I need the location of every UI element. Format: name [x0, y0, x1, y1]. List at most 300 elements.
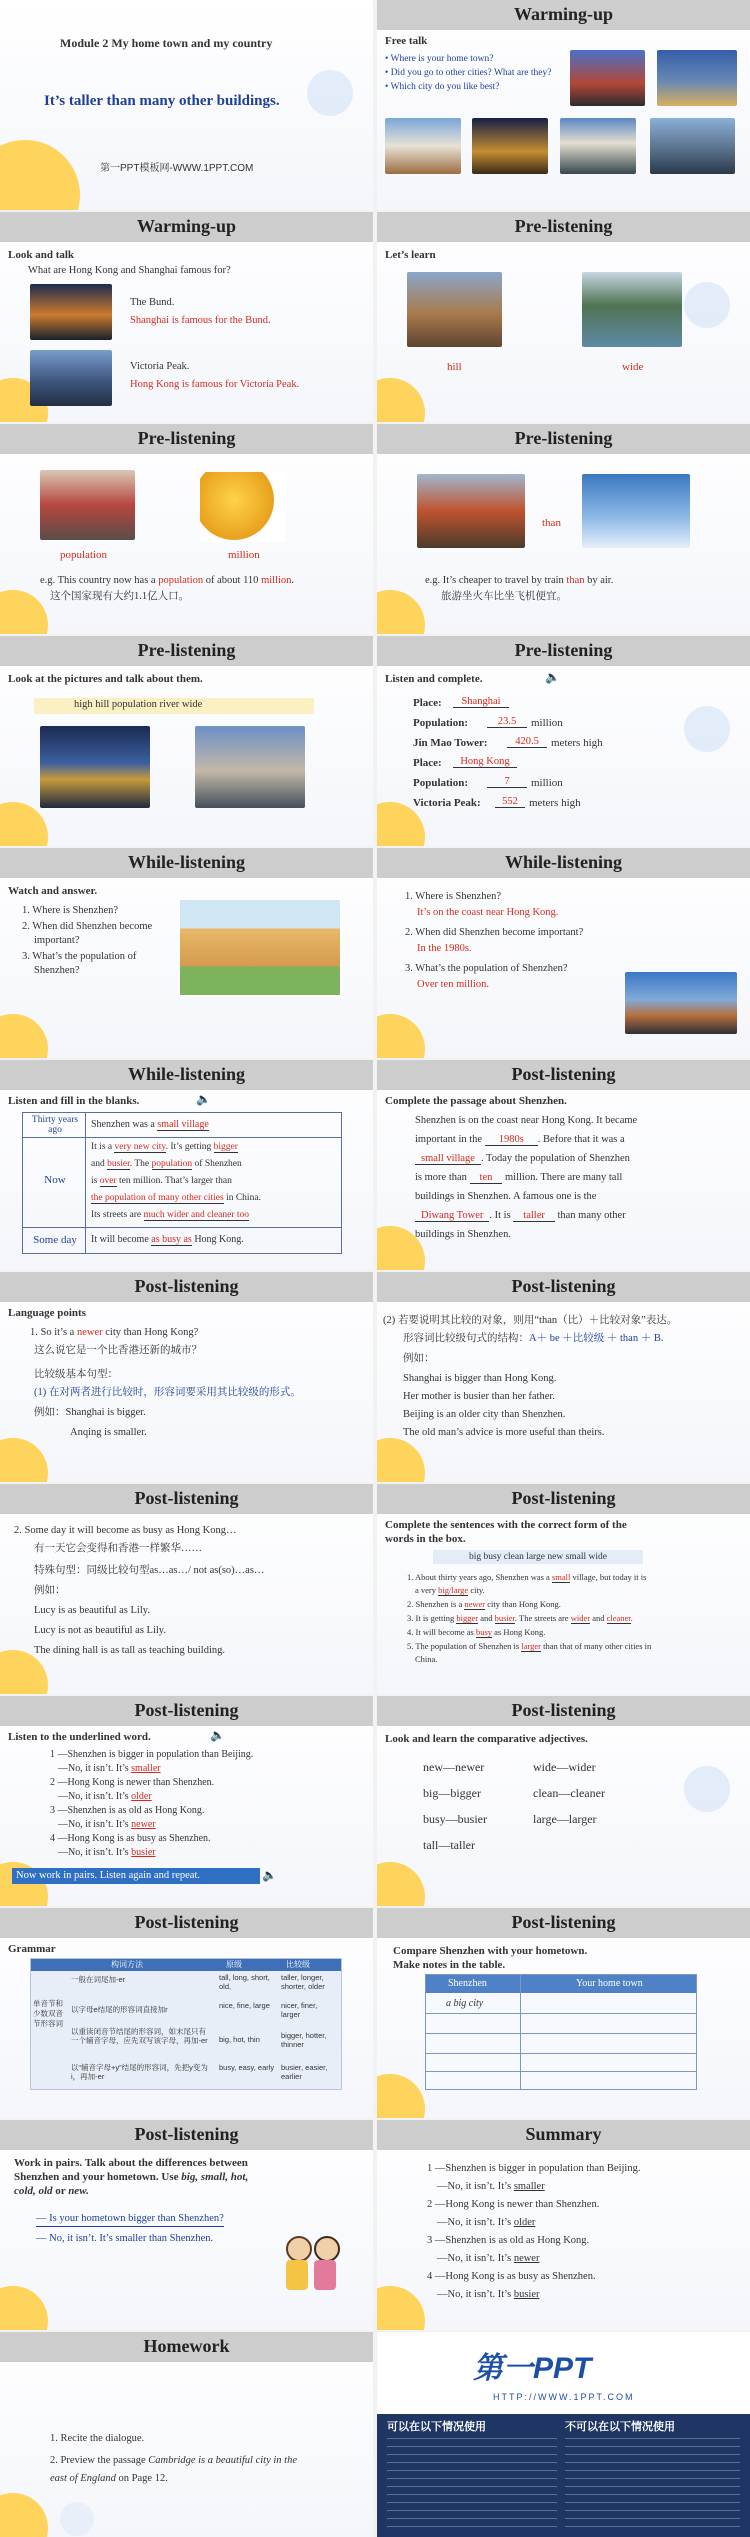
slide-5-pre-listening [0, 424, 373, 634]
answer: small village [157, 1119, 209, 1130]
question-3: 3. What’s the population of [22, 951, 137, 962]
answer: newer [131, 1819, 156, 1830]
city-photo [560, 118, 636, 174]
subtitle: Free talk [385, 35, 428, 47]
example-text: e.g. It’s cheaper to travel by train [425, 575, 567, 586]
text: village, but today it is [570, 1572, 647, 1582]
point-2-translation: 有一天它会变得和香港一样繁华…… [34, 1543, 202, 1554]
question-3: • Which city do you like best? [385, 82, 500, 92]
text: Its streets are [91, 1210, 144, 1220]
brand-url: HTTP://WWW.1PPT.COM [493, 2392, 635, 2402]
answer: population [151, 1159, 193, 1169]
cell-divider [85, 1137, 86, 1227]
slide-header: Warming-up [136, 216, 237, 236]
slide-3-warming-up [0, 212, 373, 422]
example-1: Shanghai is bigger than Hong Kong. [403, 1373, 557, 1384]
answer: bigger [456, 1613, 479, 1623]
dialogue-line: 4 —Hong Kong is as busy as Shenzhen. [427, 2271, 596, 2282]
answer-1: It’s on the coast near Hong Kong. [417, 907, 559, 918]
answer: newer [513, 2253, 540, 2264]
answer-shanghai: Shanghai is famous for the Bund. [130, 315, 271, 326]
text: or [52, 2185, 69, 2197]
decor-circle [377, 590, 425, 634]
rule-line [403, 1332, 663, 1346]
table-row-2 [23, 1137, 341, 1228]
dialogue-line [58, 1762, 161, 1776]
comparative-form: bigger, hotter, thinner [281, 2031, 327, 2049]
slide-6-pre-listening [377, 424, 750, 634]
slide-19-post-listening [0, 1908, 373, 2118]
decor-circle [377, 2286, 425, 2330]
special-pattern: 特殊句型：同级比较句型as…as…/ not as(so)…as… [34, 1565, 265, 1576]
slide-15-post-listening [0, 1484, 373, 1694]
decor-circle [0, 590, 48, 634]
row-text [91, 1118, 209, 1132]
answer-population: 23.5 [487, 716, 527, 728]
task-1: 1. Recite the dialogue. [50, 2433, 145, 2444]
row-divider [426, 2071, 696, 2072]
question-3: 3. What’s the population of Shenzhen? [405, 963, 568, 974]
answer: 1980s [485, 1134, 538, 1146]
decor-circle [377, 378, 425, 422]
example-sentence [425, 574, 613, 588]
passage-line: buildings in Shenzhen. A famous one is the [415, 1191, 597, 1202]
decor-circle [307, 70, 353, 116]
slide-20-post-listening [377, 1908, 750, 2118]
passage-line [415, 1171, 622, 1185]
base-form: big, hot, thin [219, 2035, 260, 2044]
speaker-icon[interactable]: 🔈 [210, 1728, 225, 1742]
pair-work-bar: Now work in pairs. Listen again and repeat. [12, 1868, 260, 1884]
slide-18-post-listening [377, 1696, 750, 1906]
slide-4-pre-listening [377, 212, 750, 422]
school-illustration [178, 898, 342, 997]
keyword: newer [76, 1327, 103, 1338]
slide-10-while-listening [377, 848, 750, 1058]
slide-header: Post-listening [511, 1912, 616, 1932]
instruction-cont: Make notes in the table. [393, 1959, 506, 1971]
child-head [314, 2236, 340, 2262]
word-box: big busy clean large new small wide [433, 1550, 643, 1564]
text: 1. So it’s a [30, 1327, 77, 1338]
text: —No, it isn’t. It’s [58, 1763, 132, 1774]
rule: 在对两者进行比较时，形容词要采用其比较级的形式。 [48, 1387, 301, 1398]
pattern-rule [34, 1386, 301, 1400]
question-3-cont: Shenzhen? [34, 965, 80, 976]
answer-place: Shanghai [453, 696, 509, 708]
answer: smaller [131, 1763, 161, 1774]
text: . Today the population of Shenzhen [480, 1153, 630, 1164]
answer: taller [513, 1210, 555, 1222]
question-1: • Where is your home town? [385, 54, 494, 64]
city-photo [472, 118, 548, 174]
point-1-translation: 这么说它是一个比香港还新的城市？ [34, 1345, 202, 1356]
instruction: Complete the passage about Shenzhen. [385, 1095, 567, 1107]
question-1: 1. Where is Shenzhen? [405, 891, 502, 902]
text: 2. Preview the passage [50, 2455, 149, 2466]
slide-header: Homework [143, 2336, 230, 2356]
text: —No, it isn’t. It’s [437, 2217, 514, 2228]
slide-header: Post-listening [511, 1488, 616, 1508]
answer-hongkong: Hong Kong is famous for Victoria Peak. [130, 379, 300, 390]
passage-line [415, 1152, 630, 1166]
slide-13-post-listening [0, 1272, 373, 1482]
answer: Diwang Tower [415, 1210, 489, 1222]
task-2-cont [50, 2472, 168, 2486]
text: as Hong Kong. [492, 1627, 546, 1637]
answer-3: Over ten million. [417, 979, 490, 990]
row-label: Thirty years ago [31, 1115, 79, 1135]
text: 1. About thirty years ago, Shenzhen was a [407, 1572, 552, 1582]
word-hill: hill [447, 361, 462, 373]
answer: older [513, 2217, 536, 2228]
slide-1-title [0, 0, 373, 210]
word-than: than [542, 517, 561, 529]
example-translation: 旅游坐火车比坐飞机便宜。 [441, 591, 567, 602]
fill-table [22, 1112, 342, 1254]
answer: small village [415, 1153, 481, 1165]
slide-header: Post-listening [134, 1276, 239, 1296]
slide-header: Pre-listening [137, 428, 236, 448]
unit-meters: meters high [529, 797, 581, 809]
example-text: by air. [584, 575, 614, 586]
instruction: Work in pairs. Talk about the differences between [14, 2157, 248, 2169]
answer: busier [131, 1847, 156, 1858]
text: Hong Kong. [191, 1234, 244, 1245]
row-divider [426, 2033, 696, 2034]
text: Shenzhen and your hometown. Use [14, 2171, 182, 2183]
footer-text: 第一PPT模板网-WWW.1PPT.COM [100, 163, 254, 174]
answer: smaller [513, 2181, 545, 2192]
question-2: 2. When did Shenzhen become [22, 921, 153, 932]
example-text: e.g. This country now has a [40, 575, 159, 586]
question-2: 2. When did Shenzhen become important? [405, 927, 584, 938]
sentence-1-cont [415, 1583, 485, 1597]
comparative-form: nicer, finer, larger [281, 2001, 318, 2019]
slide-header: Summary [525, 2124, 602, 2144]
dialogue-line: 1 —Shenzhen is bigger in population than Beijing. [427, 2163, 641, 2174]
answer: big/large [438, 1585, 469, 1595]
word-population: population [60, 549, 108, 561]
instruction: Look and learn the comparative adjectives. [385, 1733, 588, 1745]
comparative-form: busier, easier, earlier [281, 2063, 328, 2081]
base-form: nice, fine, large [219, 2001, 270, 2010]
text: important in the [415, 1134, 485, 1145]
row-text [91, 1157, 242, 1171]
slide-header: Pre-listening [514, 640, 613, 660]
row-label: Now [44, 1174, 66, 1186]
grammar-table [30, 1958, 342, 2090]
city-photo [657, 50, 737, 106]
answer-bund: The Bund. [130, 297, 175, 308]
dialogue-line [58, 1818, 156, 1832]
example-question: — Is your hometown bigger than Shenzhen? [36, 2212, 224, 2227]
example-word: population [158, 575, 204, 586]
slide-header: While-listening [504, 852, 622, 872]
text: city than Hong Kong? [102, 1327, 199, 1338]
question: What are Hong Kong and Shanghai famous for? [28, 265, 231, 276]
dialogue-line: 1 —Shenzhen is bigger in population than Beijing. [50, 1749, 254, 1760]
slide-17-post-listening [0, 1696, 373, 1906]
label-population: Population: [413, 777, 469, 789]
speaker-icon[interactable]: 🔈 [262, 1868, 277, 1882]
instruction-cont [14, 2170, 248, 2184]
passage-title: east of England [50, 2473, 116, 2484]
bund-photo [30, 284, 112, 340]
point-1 [30, 1326, 198, 1340]
answer: the population of many other cities [91, 1193, 224, 1203]
note-cell: a big city [446, 1998, 484, 2009]
slide-header: Pre-listening [514, 216, 613, 236]
text: . Before that it was a [537, 1134, 625, 1145]
rule: 以字母e结尾的形容词直接加r [71, 2005, 168, 2014]
example-answer: — No, it isn’t. It’s smaller than Shenzhen. [36, 2233, 214, 2244]
example-2: Her mother is busier than her father. [403, 1391, 555, 1402]
example-label: 例如： [403, 1353, 435, 1364]
slide-header: Post-listening [511, 1700, 616, 1720]
word-box: high hill population river wide [34, 698, 314, 714]
formula: A＋ be ＋比较级 ＋ than ＋ B. [529, 1333, 664, 1344]
slide-header: Post-listening [134, 1912, 239, 1932]
col-header: Shenzhen [448, 1978, 487, 1989]
subtitle: Language points [8, 1307, 86, 1319]
brand-logo: 第一PPT [473, 2352, 592, 2385]
decor-circle [0, 140, 80, 210]
text: a very [415, 1585, 439, 1595]
answer: newer [464, 1599, 486, 1609]
col-header: 构词方法 [111, 1960, 143, 1969]
example-label: 例如： [34, 1585, 66, 1596]
adjective-pair: big—bigger [423, 1786, 481, 1800]
dialogue-line [437, 2180, 545, 2194]
example-word: than [566, 575, 585, 586]
rule: 一般在词尾加-er [71, 1975, 126, 1984]
dialogue-line [437, 2252, 539, 2266]
answer: busier [107, 1159, 130, 1169]
rule-line: (2) 若要说明其比较的对象，则用“than（比）＋比较对象”表达。 [383, 1315, 678, 1326]
decor-circle [0, 1014, 48, 1058]
dialogue-line: 2 —Hong Kong is newer than Shenzhen. [50, 1777, 215, 1788]
subtitle: Look and talk [8, 249, 75, 261]
train-photo [417, 474, 525, 548]
slide-22-summary [377, 2120, 750, 2330]
text: . The [129, 1159, 152, 1169]
col-header: 原级 [226, 1960, 242, 1969]
text: city. [468, 1585, 485, 1595]
unit-meters: meters high [551, 737, 603, 749]
adjective-pair: tall—taller [423, 1838, 475, 1852]
text: in China. [223, 1193, 261, 1203]
slide-header: Post-listening [511, 1064, 616, 1084]
slide-21-post-listening [0, 2120, 373, 2330]
text: than many other [554, 1210, 626, 1221]
decor-circle [684, 1766, 730, 1812]
answer-jinmao: 420.5 [507, 736, 547, 748]
example-word: million [261, 575, 292, 586]
dialogue-line: 3 —Shenzhen is as old as Hong Kong. [427, 2235, 590, 2246]
example-2: Anqing is smaller. [70, 1427, 147, 1438]
base-form: tall, long, short, old, [219, 1973, 270, 1991]
slide-header: While-listening [127, 852, 245, 872]
sentence-4 [407, 1625, 545, 1639]
answer-2: In the 1980s. [417, 943, 472, 954]
answer: busier [494, 1613, 515, 1623]
example-4: The old man’s advice is more useful than theirs. [403, 1427, 605, 1438]
speaker-icon[interactable]: 🔈 [545, 670, 560, 684]
dialogue-line [437, 2216, 535, 2230]
dialogue-line [58, 1846, 156, 1860]
slide-header: Post-listening [134, 1700, 239, 1720]
adjective-pair: busy—busier [423, 1812, 487, 1826]
word-wide: wide [622, 361, 644, 373]
text: . It is [489, 1210, 514, 1221]
slide-header: Post-listening [134, 1488, 239, 1508]
base-form: busy, easy, early [219, 2063, 275, 2072]
answer: bigger [213, 1142, 238, 1152]
table-row-1 [23, 1113, 341, 1138]
passage-line: Shenzhen is on the coast near Hong Kong. It became [415, 1115, 638, 1126]
row-text [91, 1174, 232, 1188]
decor-circle [0, 802, 48, 846]
text: and [590, 1613, 607, 1623]
text: . The streets are [514, 1613, 571, 1623]
text: . It’s getting [165, 1142, 214, 1152]
example-2: Lucy is not as beautiful as Lily. [34, 1625, 166, 1636]
text: 3. It is getting [407, 1613, 457, 1623]
unit-million: million [531, 777, 563, 789]
adjective-pair: wide—wider [533, 1760, 596, 1774]
city-photo [385, 118, 461, 174]
word-million: million [228, 549, 260, 561]
text: is [91, 1176, 100, 1186]
row-label: Some day [33, 1234, 77, 1246]
city-photo [570, 50, 645, 106]
row-divider [426, 2053, 696, 2054]
example-1: Lucy is as beautiful as Lily. [34, 1605, 150, 1616]
label-jinmao: Jin Mao Tower: [413, 737, 488, 749]
decor-circle [0, 2286, 48, 2330]
cell-divider [85, 1227, 86, 1253]
adjective-pair: new—newer [423, 1760, 485, 1774]
wide-river-photo [582, 272, 682, 347]
text: —No, it isn’t. It’s [58, 1791, 132, 1802]
sentence-1 [407, 1570, 646, 1584]
slide-header: Post-listening [511, 1276, 616, 1296]
passage-line [415, 1133, 625, 1147]
answer-place-2: Hong Kong [453, 756, 517, 768]
subtitle: Grammar [8, 1943, 56, 1955]
example-text: of about 110 [203, 575, 262, 586]
text: million. There are many tall [502, 1172, 623, 1183]
text: It will become [91, 1234, 152, 1245]
slide-16-post-listening [377, 1484, 750, 1694]
shenzhen-photo [625, 972, 737, 1034]
col-header: Your home town [576, 1978, 643, 1989]
answer: as busy as [151, 1234, 192, 1245]
answer: busy [475, 1627, 492, 1637]
text: on Page 12. [115, 2473, 168, 2484]
text: —No, it isn’t. It’s [437, 2181, 514, 2192]
instruction-cont [14, 2184, 89, 2198]
answer: busier [513, 2289, 540, 2300]
keywords: cold, old [14, 2185, 53, 2197]
text: It is a [91, 1142, 115, 1152]
not-allowed-title: 不可以在以下情况使用 [565, 2421, 675, 2433]
side-label: 单音节和少数双音节形容词 [33, 1999, 63, 2028]
slide-2-warming-up [377, 0, 750, 210]
unit-million: million [531, 717, 563, 729]
answer: small [551, 1572, 571, 1582]
row-text [91, 1191, 261, 1205]
decor-circle [684, 706, 730, 752]
passage-line: buildings in Shenzhen. [415, 1229, 511, 1240]
dialogue-line: 4 —Hong Kong is as busy as Shenzhen. [50, 1833, 211, 1844]
slide-24-credits [377, 2332, 750, 2537]
speaker-icon[interactable]: 🔈 [196, 1092, 211, 1106]
instruction: Watch and answer. [8, 885, 98, 897]
row-divider [426, 2013, 696, 2014]
text: —No, it isn’t. It’s [58, 1847, 132, 1858]
text: city than Hong Kong. [485, 1599, 561, 1609]
text: —No, it isn’t. It’s [437, 2289, 514, 2300]
fine-print [565, 2438, 740, 2528]
children-illustration [282, 2236, 342, 2304]
text: and [478, 1613, 495, 1623]
instruction: Look at the pictures and talk about them. [8, 673, 203, 685]
cell-divider [85, 1113, 86, 1137]
decor-circle [684, 282, 730, 328]
decor-circle [377, 1438, 425, 1482]
slide-8-pre-listening [377, 636, 750, 846]
subtitle: Let’s learn [385, 249, 436, 261]
decor-circle [377, 2074, 425, 2118]
answer-population-2: 7 [487, 776, 527, 788]
passage-line [415, 1209, 626, 1223]
dialogue-line: 2 —Hong Kong is newer than Shenzhen. [427, 2199, 600, 2210]
instruction: Complete the sentences with the correct form of the [385, 1519, 627, 1531]
answer-peak: Victoria Peak. [130, 361, 190, 372]
dialogue-line [437, 2288, 539, 2302]
instruction: Listen and complete. [385, 673, 483, 685]
text: Shenzhen was a [91, 1119, 158, 1130]
slide-12-post-listening [377, 1060, 750, 1270]
decor-circle [60, 2502, 94, 2536]
text: (1) [34, 1387, 49, 1398]
dialogue-line: 3 —Shenzhen is as old as Hong Kong. [50, 1805, 205, 1816]
text: —No, it isn’t. It’s [58, 1819, 132, 1830]
row-text [91, 1208, 249, 1222]
example-text: . [291, 575, 295, 586]
slide-header: Pre-listening [514, 428, 613, 448]
decor-circle [377, 1014, 425, 1058]
label-place: Place: [413, 697, 442, 709]
question-2-cont: important? [34, 935, 80, 946]
label-victoria-peak: Victoria Peak: [413, 797, 481, 809]
question-2: • Did you go to other cities? What are they? [385, 68, 552, 78]
child-body [286, 2260, 308, 2290]
pattern-title: 比较级基本句型： [34, 1369, 118, 1380]
fine-print [387, 2438, 557, 2528]
text: 4. It will become as [407, 1627, 476, 1637]
example-3: The dining hall is as tall as teaching building. [34, 1645, 226, 1656]
question-1: 1. Where is Shenzhen? [22, 905, 119, 916]
lesson-title: It’s taller than many other buildings. [44, 93, 280, 109]
instruction-cont: words in the box. [385, 1533, 466, 1545]
slide-header: Pre-listening [137, 640, 236, 660]
victoria-peak-photo [30, 350, 112, 406]
slide-23-homework [0, 2332, 373, 2537]
child-body [314, 2260, 336, 2290]
